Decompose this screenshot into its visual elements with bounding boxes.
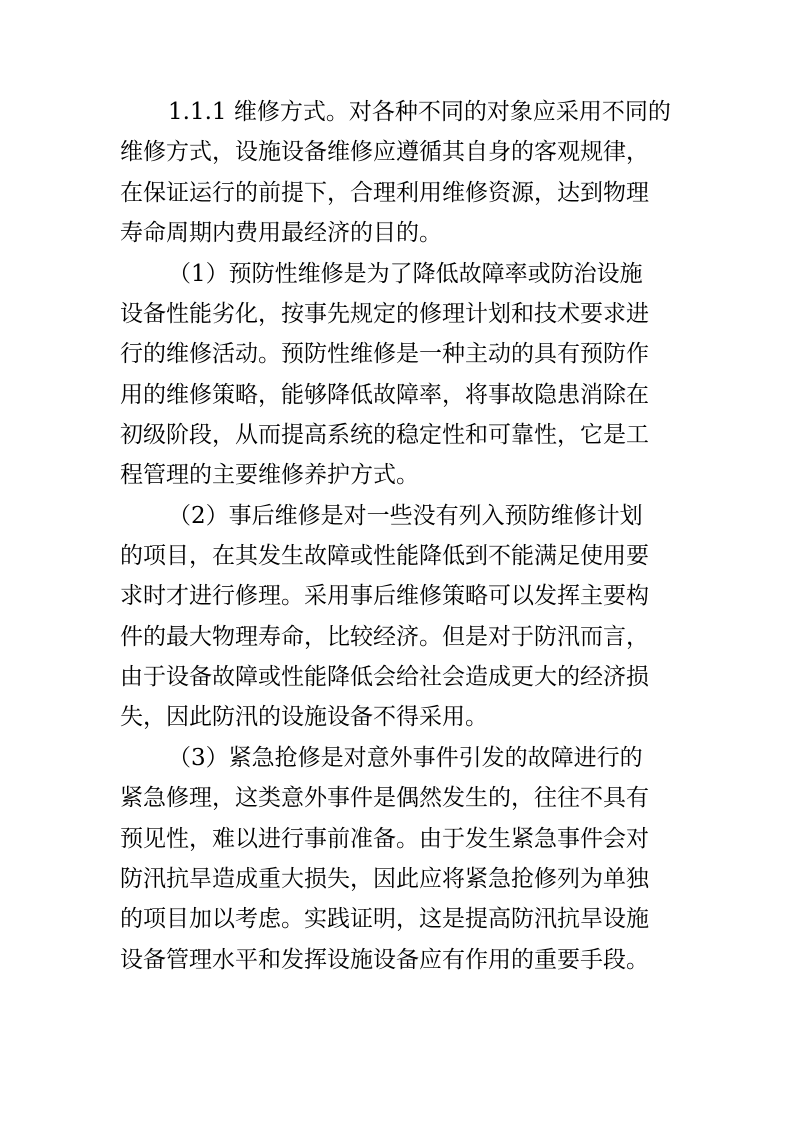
- text-line: 用的维修策略，能够降低故障率，将事故隐患消除在: [120, 382, 649, 408]
- text-line: 紧急修理，这类意外事件是偶然发生的，往往不具有: [120, 785, 649, 811]
- text-line: 的项目，在其发生故障或性能降低到不能满足使用要: [120, 543, 649, 569]
- text-line: 设备管理水平和发挥设施设备应有作用的重要手段。: [120, 947, 649, 973]
- paragraph-2-first-line: （2）事后维修是对一些没有列入预防维修计划: [168, 503, 643, 529]
- text-line: 预见性，难以进行事前准备。由于发生紧急事件会对: [120, 826, 649, 852]
- paragraph-3-first-line: （3）紧急抢修是对意外事件引发的故障进行的: [168, 745, 643, 771]
- text-line: 防汛抗旱造成重大损失，因此应将紧急抢修列为单独: [120, 866, 649, 892]
- text-line: 初级阶段，从而提高系统的稳定性和可靠性，它是工: [120, 422, 649, 448]
- heading-line: 1.1.1 维修方式。对各种不同的对象应采用不同的: [168, 99, 671, 125]
- text-line: 寿命周期内费用最经济的目的。: [120, 220, 442, 246]
- text-line: 由于设备故障或性能降低会给社会造成更大的经济损: [120, 664, 649, 690]
- text-line: 失，因此防汛的设施设备不得采用。: [120, 704, 488, 730]
- text-line: 程管理的主要维修养护方式。: [120, 462, 419, 488]
- paragraph-1-first-line: （1）预防性维修是为了降低故障率或防治设施: [168, 261, 643, 287]
- text-line: 件的最大物理寿命，比较经济。但是对于防汛而言，: [120, 624, 649, 650]
- text-line: 在保证运行的前提下，合理利用维修资源，达到物理: [120, 180, 649, 206]
- text-line: 行的维修活动。预防性维修是一种主动的具有预防作: [120, 341, 649, 367]
- text-line: 维修方式，设施设备维修应遵循其自身的客观规律，: [120, 139, 649, 165]
- text-line: 求时才进行修理。采用事后维修策略可以发挥主要构: [120, 583, 649, 609]
- text-line: 设备性能劣化，按事先规定的修理计划和技术要求进: [120, 301, 649, 327]
- text-line: 的项目加以考虑。实践证明，这是提高防汛抗旱设施: [120, 906, 649, 932]
